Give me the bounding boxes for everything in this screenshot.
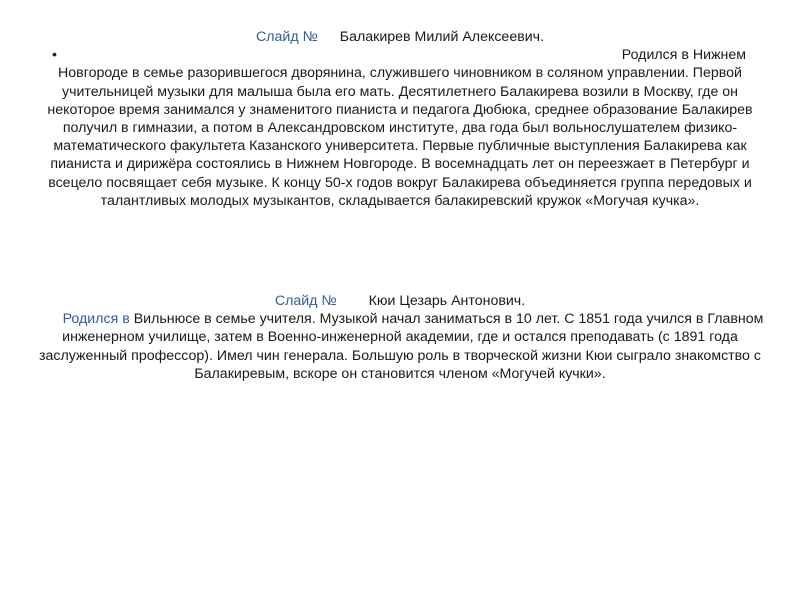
bullet-mark: • [52,47,57,64]
slide-note-cui [34,292,766,383]
slide-note-balakirev [34,28,766,210]
bio-paragraph [34,310,766,383]
bio-text: Новгороде в семье разорившегося дворянина, служившего чиновником в соляном управлении. Первой учительницей музыки для малыша была его мать. Десятилетнего Балакирева возили в Москву, где он некоторое время занимался у знаменитого пианиста и педагога Дюбюка, среднее образование Балакирев получил в гимназии, а потом в Александровском институте, два года был вольнослушателем физико-математического факультета Казанского университета. Первые публичные выступления Балакирева как пианиста и дирижёра состоялись в Нижнем Новгороде. В восемнадцать лет он переезжает в Петербург и всецело посвящает себя музыке. К концу 50-х годов вокруг Балакирева объединяется группа передовых и талантливых молодых музыкантов, складывается балакиревский кружок «Могучая кучка». [47,65,753,209]
bio-text: Вильнюсе в семье учителя. Музыкой начал заниматься в 10 лет. С 1851 года учился в Главном инженерном училище, затем в Военно-инженерной академии, где и остался преподавать (с 1891 года заслуженный профессор). Имел чин генерала. Большую роль в творческой жизни Кюи сыграло знакомство с Балакиревым, вскоре он становится членом «Могучей кучки». [39,311,764,382]
slide-heading [34,292,766,310]
bio-intro: Родился в Нижнем [621,47,746,64]
slide-number-label: Слайд № [255,29,318,45]
bullet-line [34,46,766,64]
composer-name: Кюи Цезарь Антонович. [368,293,526,309]
bio-intro: Родился в [62,311,130,328]
slide-number-label: Слайд № [274,293,337,309]
slide-heading [34,28,766,46]
composer-name: Балакирев Милий Алексеевич. [339,29,545,45]
